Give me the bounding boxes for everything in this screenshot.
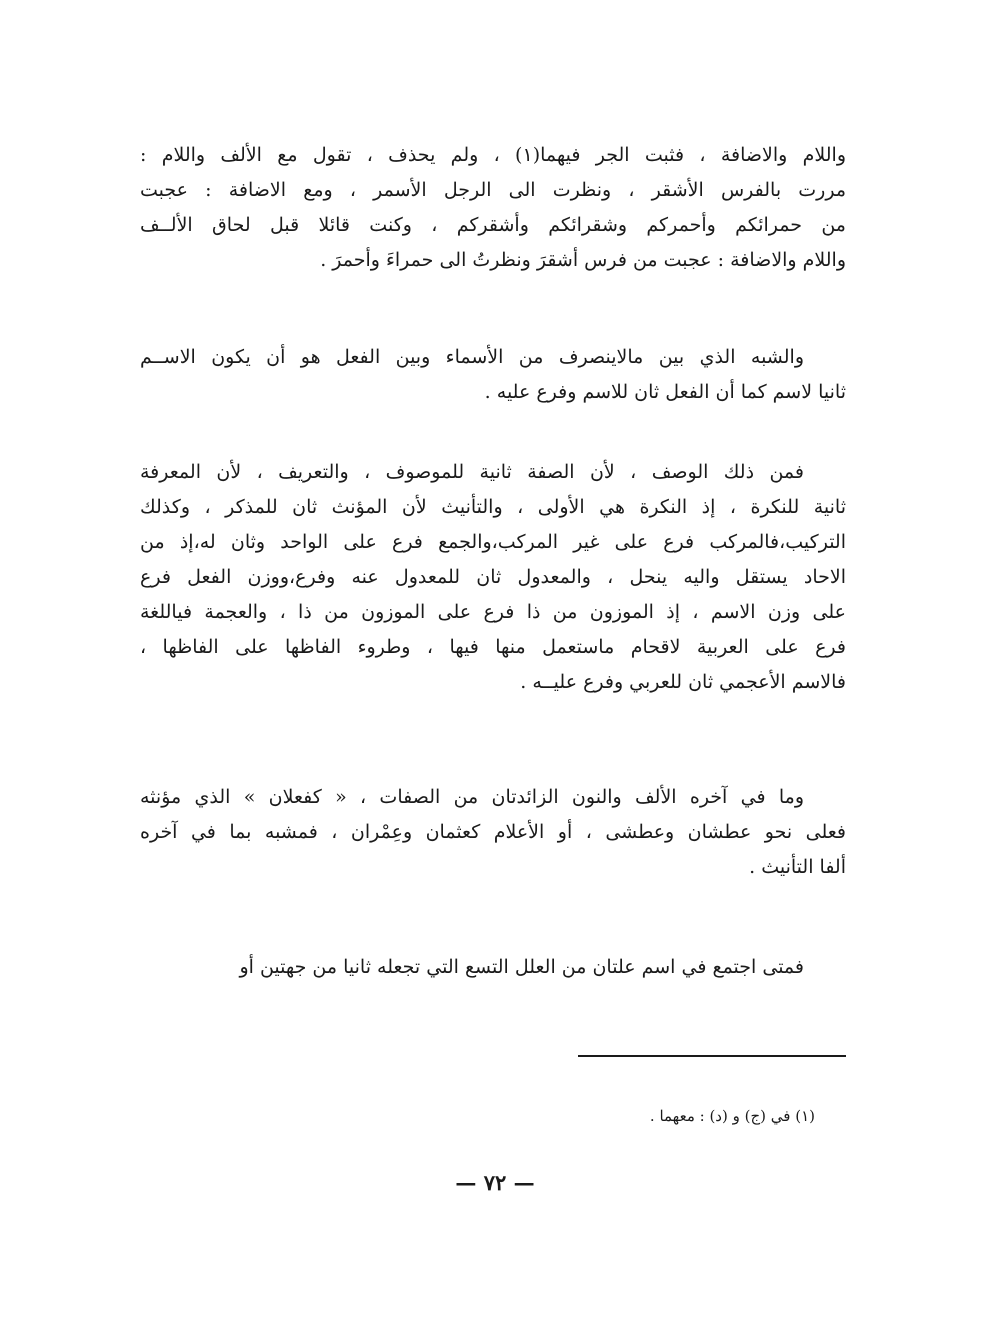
text-line: ثانيا لاسم كما أن الفعل ثان للاسم وفرع عليه . — [484, 381, 846, 403]
paragraph-1 — [140, 138, 846, 278]
text-line: فمتى اجتمع في اسم علتان من العلل التسع التي تجعله ثانيا من جهتين أو — [239, 956, 804, 978]
paragraph-2 — [140, 340, 846, 410]
text-line: مررت بالفرس الأشقر ، ونظرت الى الرجل الأسمر ، ومع الاضافة : عجبت — [140, 179, 846, 201]
paragraph-5 — [140, 950, 846, 985]
text-line: التركيب،فالمركب فرع على غير المركب،والجمع فرع على الواحد وثان له،إذ من — [140, 531, 846, 553]
text-line: واللام والاضافة ، فثبت الجر فيهما(١) ، ولم يحذف ، تقول مع الألف واللام : — [140, 144, 846, 166]
text-line: من حمرائكم وأحمركم وشقرائكم وأشقركم ، وكنت قائلا قبل لحاق الألــف — [140, 214, 846, 236]
text-line: وما في آخره الألف والنون الزائدتان من الصفات ، « كفعلان » الذي مؤنثه — [140, 786, 804, 808]
text-line: ثانية للنكرة ، إذ النكرة هي الأولى ، والتأنيث لأن المؤنث ثان للمذكر ، وكذلك — [140, 496, 846, 518]
page-number: — ٧٢ — — [455, 1170, 535, 1195]
paragraph-4 — [140, 780, 846, 885]
text-line: فمن ذلك الوصف ، لأن الصفة ثانية للموصوف ، والتعريف ، لأن المعرفة — [140, 461, 804, 483]
text-line: ألفا التأنيث . — [749, 856, 846, 878]
footnote-separator — [578, 1055, 846, 1057]
text-line: واللام والاضافة : عجبت من فرس أشقرَ ونظرتُ الى حمراءَ وأحمرَ . — [320, 249, 846, 271]
text-line: على وزن الاسم ، إذ الموزون من ذا فرع على الموزون من ذا ، والعجمة فياللغة — [140, 601, 846, 623]
text-line: والشبه الذي بين مالاينصرف من الأسماء وبين الفعل هو أن يكون الاســم — [140, 346, 804, 368]
footnote: (١) في (ج) و (د) : معهما . — [649, 1107, 815, 1125]
text-line: فرع على العربية لاقحام ماستعمل منها فيها ، وطروء الفاظها على الفاظها ، — [140, 636, 846, 658]
text-line: فالاسم الأعجمي ثان للعربي وفرع عليــه . — [520, 671, 846, 693]
text-line: فعلى نحو عطشان وعطشى ، أو الأعلام كعثمان وعِمْران ، فمشبه بما في آخره — [140, 821, 846, 843]
text-line: الاحاد يستقل واليه ينحل ، والمعدول ثان للمعدول عنه وفرع،ووزن الفعل فرع — [140, 566, 846, 588]
paragraph-3 — [140, 455, 846, 700]
